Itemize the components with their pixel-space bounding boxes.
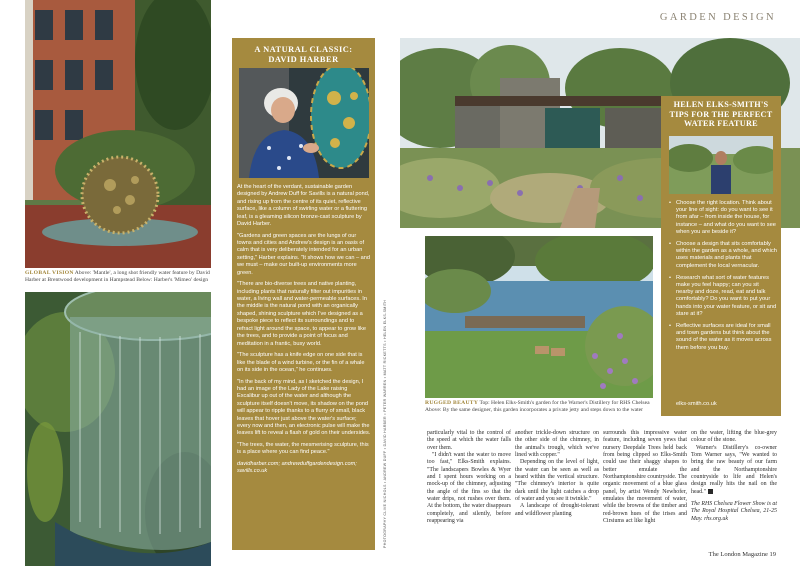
sidebar-paragraph: "The trees, the water, the mesmerising sculpture, this is a place where you can find peace." [237,441,369,456]
photo-mimeo-sculpture [25,292,211,566]
tips-list-item: • Choose the right location. Think about your line of sight: do you want to see it from afar – from inside the house, for instance – and what do you want to see when you are beside it? [669,200,777,236]
caption-right-lead: RUGGED BEAUTY [425,400,479,406]
body-column-1 [427,430,511,525]
tips-title-line1: HELEN ELKS-SMITH'S [673,100,769,109]
body-paragraph-text: Warner's Distillery's co-owner Tom Warner says, "We wanted to bring the raw beauty of our farm and the Northamptonshire countryside to life and Helen's design really hits the nail on the head." [691,444,777,495]
tips-title-line2: TIPS FOR THE PERFECT [669,109,773,119]
body-paragraph: A landscape of drought-tolerant and wildflower planting [515,503,599,517]
tips-title [661,96,781,129]
photo-sculpture-courtyard [25,0,211,268]
photo-david-harber [239,68,369,178]
body-column-4 [691,430,777,523]
photo-helen-elks-smith [669,136,773,194]
sidebar-paragraph: "Gardens and green spaces are the lungs of our towns and cities and Andrew's design is an oasis of calm that is very deliberately intended for an urban setting," Harber explains. "It shows how we can – and we must – make our built-up environments more green. [237,232,371,276]
end-mark-icon [708,489,713,494]
sidebar-links[interactable]: davidharber.com; andrewduffgardendesign.com; savills.co.uk [237,460,357,475]
tips-list [669,200,777,357]
body-paragraph: surrounds this impressive water feature, including seven yews that nursery Deepdale Trees held back from being clipped so Elks-Smith could use their shaggy shapes to better emulate the Northamptonshire countryside. The organic movement of a blue glass panel, by artist Wendy Newhofer, emulates the movement of water, while the browns of the timber and red-brown hues of the irises and Cirsiums act like light [603,430,687,525]
sidebar-body [237,184,371,480]
caption-left [25,270,211,284]
caption-right [425,400,653,414]
sidebar-title-line1: A NATURAL CLASSIC: [254,45,353,54]
caption-right-text: Top: Helen Elks-Smith's garden for the Warner's Distillery for RHS Chelsea Above: By the same designer, this garden incorporates a private jetty and steps down to the water [425,400,650,413]
sidebar-paragraph: At the heart of the verdant, sustainable garden designed by Andrew Duff for Savills is a natural pond, and rising up from the centre of its quiet, reflective surface, like a column of swirling water or a fluttering leaf, is a gleaming silicon bronze-cast sculpture by David Harber. [237,184,370,228]
page-folio: The London Magazine 19 [708,551,776,558]
sidebar-title-line2: DAVID HARBER [268,55,339,64]
sidebar-title [232,38,375,65]
tips-list-item: • Choose a design that sits comfortably within the garden as a whole, and which uses materials and plants that complement the local vernacular. [669,241,777,270]
caption-left-lead: GLOBAL VISION [25,270,74,276]
body-paragraph: Depending on the level of light, the water can be seen as well as heard within the vertical structure. "The chimney's interior is quite dark until the light catches a drop of water and you see it twinkle." [515,459,599,503]
tips-list-item: • Reflective surfaces are ideal for small and town gardens but think about the sound of the water as it moves across them before you buy. [669,323,777,352]
photo-credit: PHOTOGRAPHY CLIVE NICHOLS • ANDREW DUFF • DAVID HARBER • PETER WARREN • MATT RICKETTS • HELEN ELKS-SMITH [383,299,387,548]
sidebar-paragraph: "The sculpture has a knife edge on one side that is like the blade of a wind turbine, or the fin of a whale on its side in the ocean," he continues. [237,352,365,373]
body-column-3 [603,430,687,525]
photo-jetty-garden [425,236,653,398]
sidebar-david-harber [232,38,375,550]
body-paragraph: another trickle-down structure on the other side of the chimney, in the animal's trough, which we've lined with copper." [515,430,599,459]
sidebar-paragraph: "There are bio-diverse trees and native planting, including plants that naturally filter out impurities in water, a living wall and water-permeable surfaces. In the middle is the natural pond with an organically shaped, shining sculpture which I've designed as a bespoke piece to reflect its surroundings and to refract light around the space, to appear to grow like the trees, and to provide a point of focus and meditation in a frantic, busy world. [237,281,367,347]
event-note: The RHS Chelsea Flower Show is at The Royal Hospital Chelsea, 21-25 May. rhs.org.uk [691,501,777,522]
sidebar-paragraph: "In the back of my mind, as I sketched the design, I had an image of the Lady of the Lake raising Excalibur up out of the water and although the sculpture itself doesn't move, its shadow on the pond will appear to ripple thanks to a flurry of small, black leaves that hover just above the water's surface; every now and then, an electronic pulse will make the leaves lift to reveal a flash of gold on their undersides. [237,378,371,437]
body-column-2 [515,430,599,518]
body-paragraph-quote [691,445,777,496]
tips-box [661,96,781,416]
body-paragraph: "I didn't want the water to move too fast," Elks-Smith explains. "The landscapers Bowles & Wyer and I spent hours working on a mock-up of the chimney, adjusting the angle of the fins so that the water drips, not rushes over them. At the bottom, the water disappears completely, and silently, before reappearing via [427,452,511,525]
tips-title-line3: WATER FEATURE [684,119,758,129]
caption-left-text: Above: 'Mantle', a long shot friendly water feature by David Harber at Brentwood development in Hampstead Below: Harber's 'Mimeo' design [25,270,210,283]
body-paragraph: particularly vital to the control of the speed at which the water falls over them. [427,430,511,451]
tips-website-link[interactable]: elks-smith.co.uk [676,401,717,407]
section-title: GARDEN DESIGN [659,12,776,23]
tips-list-item: • Research what sort of water features make you feel happy; can you sit nearby and doze, read, eat and talk comfortably? Do you want to put your hands into your water feature, or sit and stare at it? [669,275,777,318]
body-paragraph: on the water, lifting the blue-grey colour of the stone. [691,430,777,444]
